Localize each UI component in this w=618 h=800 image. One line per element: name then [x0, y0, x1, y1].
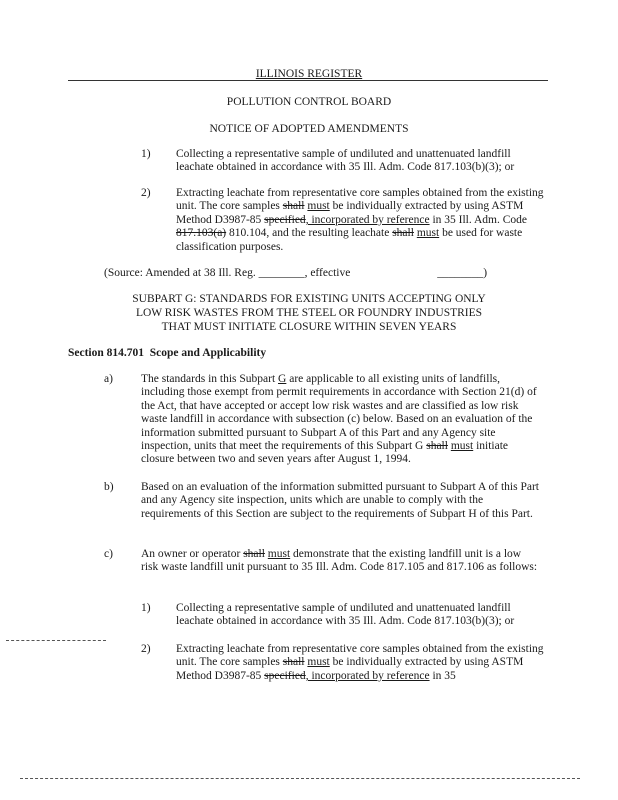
- source-note: (Source: Amended at 38 Ill. Reg. ________, effective ________): [104, 267, 488, 279]
- inserted-must: must: [450, 440, 474, 453]
- paragraph-a-label: a): [104, 373, 113, 385]
- inserted-must: must: [267, 548, 291, 560]
- top-item-2-number: 2): [141, 187, 151, 199]
- struck-specified: specified: [264, 669, 306, 682]
- header-rule: [150, 80, 548, 81]
- notice-title: NOTICE OF ADOPTED AMENDMENTS: [209, 123, 409, 135]
- bottom-item-1-number: 1): [141, 602, 151, 614]
- struck-shall: shall: [282, 200, 305, 213]
- section-heading: [68, 347, 266, 360]
- paragraph-b-label: b): [104, 481, 114, 493]
- top-item-2-text: Extracting leachate from representative core samples obtained from the existing unit. The core samples shall must be individually extracted by using ASTM Method D3987-85 specified, incorporated by reference in 35 Ill. Adm. Code 817.103(a) 810.104, and the resulting leachate shall must be used for waste classification purposes.: [176, 187, 544, 253]
- inserted-incorporated: , incorporated by reference: [305, 669, 430, 682]
- struck-specified: specified: [264, 213, 306, 226]
- inserted-must: must: [416, 227, 440, 240]
- inserted-must: must: [307, 200, 330, 213]
- top-item-1-text: Collecting a representative sample of undiluted and unattenuated landfill leachate obtained in accordance with 35 Ill. Adm. Code 817.103(b)(3); or: [176, 148, 515, 174]
- bottom-item-2-number: 2): [141, 643, 151, 655]
- register-title: ILLINOIS REGISTER: [255, 68, 363, 80]
- struck-shall: shall: [282, 656, 305, 669]
- footer-scan-line: [20, 778, 580, 779]
- inserted-must: must: [307, 656, 330, 669]
- paragraph-b-text: Based on an evaluation of the information submitted pursuant to Subpart A of this Part and any Agency site inspection, units which are unable to comply with the requirements of this Section are subject to the requirements of Subpart H of this Part.: [141, 481, 539, 520]
- bottom-item-1-text: Collecting a representative sample of undiluted and unattenuated landfill leachate obtained in accordance with 35 Ill. Adm. Code 817.103(b)(3); or: [176, 602, 515, 628]
- paragraph-c-label: c): [104, 548, 113, 560]
- scan-artifact-dash: [6, 640, 106, 641]
- top-item-1-number: 1): [141, 148, 151, 160]
- struck-code: 817.103(a): [176, 227, 227, 240]
- paragraph-a-text: The standards in this Subpart G are applicable to all existing units of landfills, including those exempt from permit requirements in accordance with Section 21(d) of the Act, that have accepted or accept low risk wastes and are classified as low risk waste landfill in accordance with subsection (c) below. Based on an evaluation of the information submitted pursuant to Subpart A of this Part and any Agency site inspection, units that meet the requirements of this Subpart G shall must initiate closure between two and seven years after August 1, 1994.: [141, 373, 537, 466]
- inserted-incorporated: , incorporated by reference: [305, 213, 430, 226]
- struck-shall: shall: [426, 440, 448, 453]
- board-title: POLLUTION CONTROL BOARD: [226, 96, 392, 108]
- bottom-item-2-text: Extracting leachate from representative core samples obtained from the existing unit. The core samples shall must be individually extracted by using ASTM Method D3987-85 specified, incorporated by reference in 35: [176, 643, 544, 682]
- subpart-heading-line-2: LOW RISK WASTES FROM THE STEEL OR FOUNDRY INDUSTRIES: [135, 307, 483, 319]
- subpart-heading-line-3: THAT MUST INITIATE CLOSURE WITHIN SEVEN YEARS: [161, 321, 457, 333]
- section-number: Section 814.701: [68, 347, 145, 359]
- section-title: Scope and Applicability: [149, 347, 267, 359]
- struck-shall: shall: [392, 227, 414, 240]
- struck-shall: shall: [243, 548, 265, 560]
- subpart-heading-line-1: SUBPART G: STANDARDS FOR EXISTING UNITS ACCEPTING ONLY: [132, 293, 486, 305]
- header-rule-left: [68, 80, 150, 81]
- paragraph-c-text: An owner or operator shall must demonstrate that the existing landfill unit is a low risk waste landfill unit pursuant to 35 Ill. Adm. Code 817.105 and 817.106 as follows:: [141, 548, 538, 574]
